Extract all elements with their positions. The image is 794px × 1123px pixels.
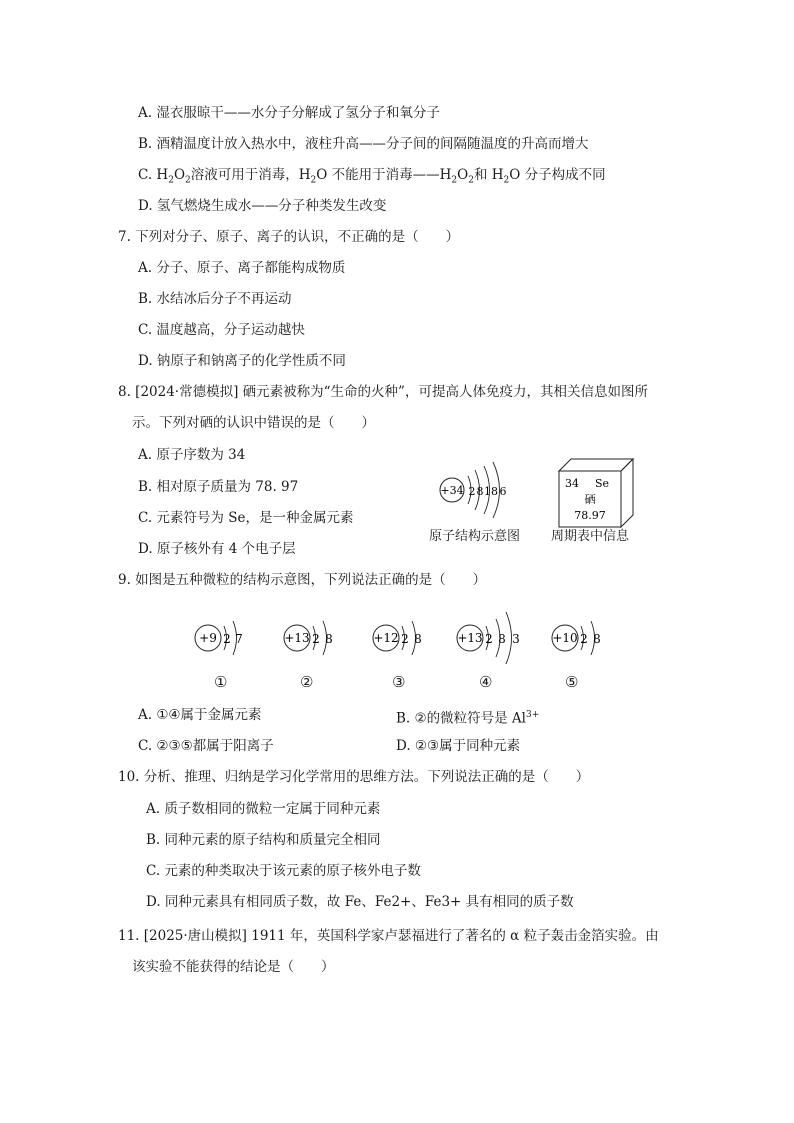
svg-text:3: 3 (512, 632, 520, 646)
periodic-table-cell (555, 453, 637, 528)
q8-option-c: C. 元素符号为 Se，是一种金属元素 (138, 510, 354, 526)
q10-option-c: C. 元素的种类取决于该元素的原子核外电子数 (146, 863, 421, 879)
q8-option-b: B. 相对原子质量为 78. 97 (138, 479, 299, 495)
particle-label-5: ⑤ (565, 673, 579, 691)
particle-3 (373, 621, 422, 655)
particle-2 (284, 621, 333, 655)
q9-option-c: C. ②③⑤都属于阳离子 (138, 738, 274, 754)
q9-option-d: D. ②③属于同种元素 (396, 738, 521, 754)
particle-label-1: ① (214, 673, 228, 691)
q7-option-b: B. 水结冰后分子不再运动 (138, 291, 292, 307)
q10-option-b: B. 同种元素的原子结构和质量完全相同 (146, 832, 381, 848)
q6-option-b: B. 酒精温度计放入热水中，液柱升高——分子间的间隔随温度的升高而增大 (138, 136, 589, 152)
svg-text:2: 2 (223, 632, 231, 646)
svg-text:2: 2 (312, 632, 320, 646)
shell-electrons: 2 (468, 485, 476, 498)
svg-text:8: 8 (414, 632, 422, 646)
q10-stem: 10. 分析、推理、归纳是学习化学常用的思维方法。下列说法正确的是（ ） (118, 769, 590, 785)
q9-option-a: A. ①④属于金属元素 (138, 707, 262, 723)
svg-text:+13: +13 (457, 631, 483, 645)
periodic-table-caption: 周期表中信息 (551, 529, 630, 544)
shell-electrons: 8 (476, 485, 484, 498)
q6-option-a: A. 湿衣服晾干——水分子分解成了氢分子和氧分子 (138, 105, 440, 121)
q8-option-a: A. 原子序数为 34 (138, 447, 246, 463)
q7-option-a: A. 分子、原子、离子都能构成物质 (138, 260, 346, 276)
atomic-number: 34 (565, 477, 579, 490)
svg-text:7: 7 (235, 632, 243, 646)
svg-text:+13: +13 (284, 631, 310, 645)
shell-electrons: 6 (499, 485, 507, 498)
q8-stem-line2: 示。下列对硒的认识中错误的是（ ） (132, 415, 375, 431)
particle-label-2: ② (300, 673, 314, 691)
selenium-atom-diagram (430, 454, 530, 524)
q7-stem: 7. 下列对分子、原子、离子的认识，不正确的是（ ） (118, 229, 460, 245)
q7-option-c: C. 温度越高，分子运动越快 (138, 322, 305, 338)
q7-option-d: D. 钠原子和钠离子的化学性质不同 (138, 353, 346, 369)
particle-label-4: ④ (479, 673, 493, 691)
svg-text:+10: +10 (552, 631, 578, 645)
q11-stem-line2: 该实验不能获得的结论是（ ） (132, 959, 335, 975)
q9-option-b: B. ②的微粒符号是 $Al^{3+}$ (396, 710, 540, 727)
atom-diagram-caption: 原子结构示意图 (429, 529, 521, 544)
svg-text:8: 8 (593, 632, 601, 646)
atomic-mass: 78.97 (574, 509, 606, 522)
svg-text:8: 8 (325, 632, 333, 646)
q8-option-d: D. 原子核外有 4 个电子层 (138, 541, 296, 557)
particle-5 (552, 621, 601, 655)
q9-stem: 9. 如图是五种微粒的结构示意图，下列说法正确的是（ ） (118, 572, 487, 588)
q11-stem-line1: 11. [2025·唐山模拟] 1911 年，英国科学家卢瑟福进行了著名的 α 粒子轰击金箔实验。由 (118, 928, 659, 944)
nucleus-charge: +34 (440, 484, 464, 497)
particle-4 (457, 612, 520, 664)
particle-1 (195, 621, 243, 655)
svg-text:+12: +12 (373, 631, 399, 645)
q8-stem-line1: 8. [2024·常德模拟] 硒元素被称为“生命的火种”，可提高人体免疫力，其相关信息如图所 (118, 384, 648, 400)
q6-option-c: C. $H_2O_2$溶液可用于消毒，$H_2O$ 不能用于消毒$——H_2O_2$和 $H_2O$ 分子构成不同 (138, 167, 606, 186)
particle-label-3: ③ (392, 673, 406, 691)
element-name: 硒 (584, 493, 596, 506)
q6-option-d: D. 氢气燃烧生成水——分子种类发生改变 (138, 198, 387, 214)
svg-text:2: 2 (580, 632, 588, 646)
svg-text:8: 8 (498, 632, 506, 646)
element-symbol: Se (595, 477, 610, 490)
q10-option-d: D. 同种元素具有相同质子数，故 Fe、Fe2+、Fe3+ 具有相同的质子数 (146, 894, 574, 910)
svg-text:2: 2 (485, 632, 493, 646)
particle-diagrams (190, 602, 620, 674)
svg-text:2: 2 (401, 632, 409, 646)
svg-text:+9: +9 (199, 631, 217, 645)
shell-electrons: 18 (484, 485, 498, 498)
q10-option-a: A. 质子数相同的微粒一定属于同种元素 (146, 801, 381, 817)
